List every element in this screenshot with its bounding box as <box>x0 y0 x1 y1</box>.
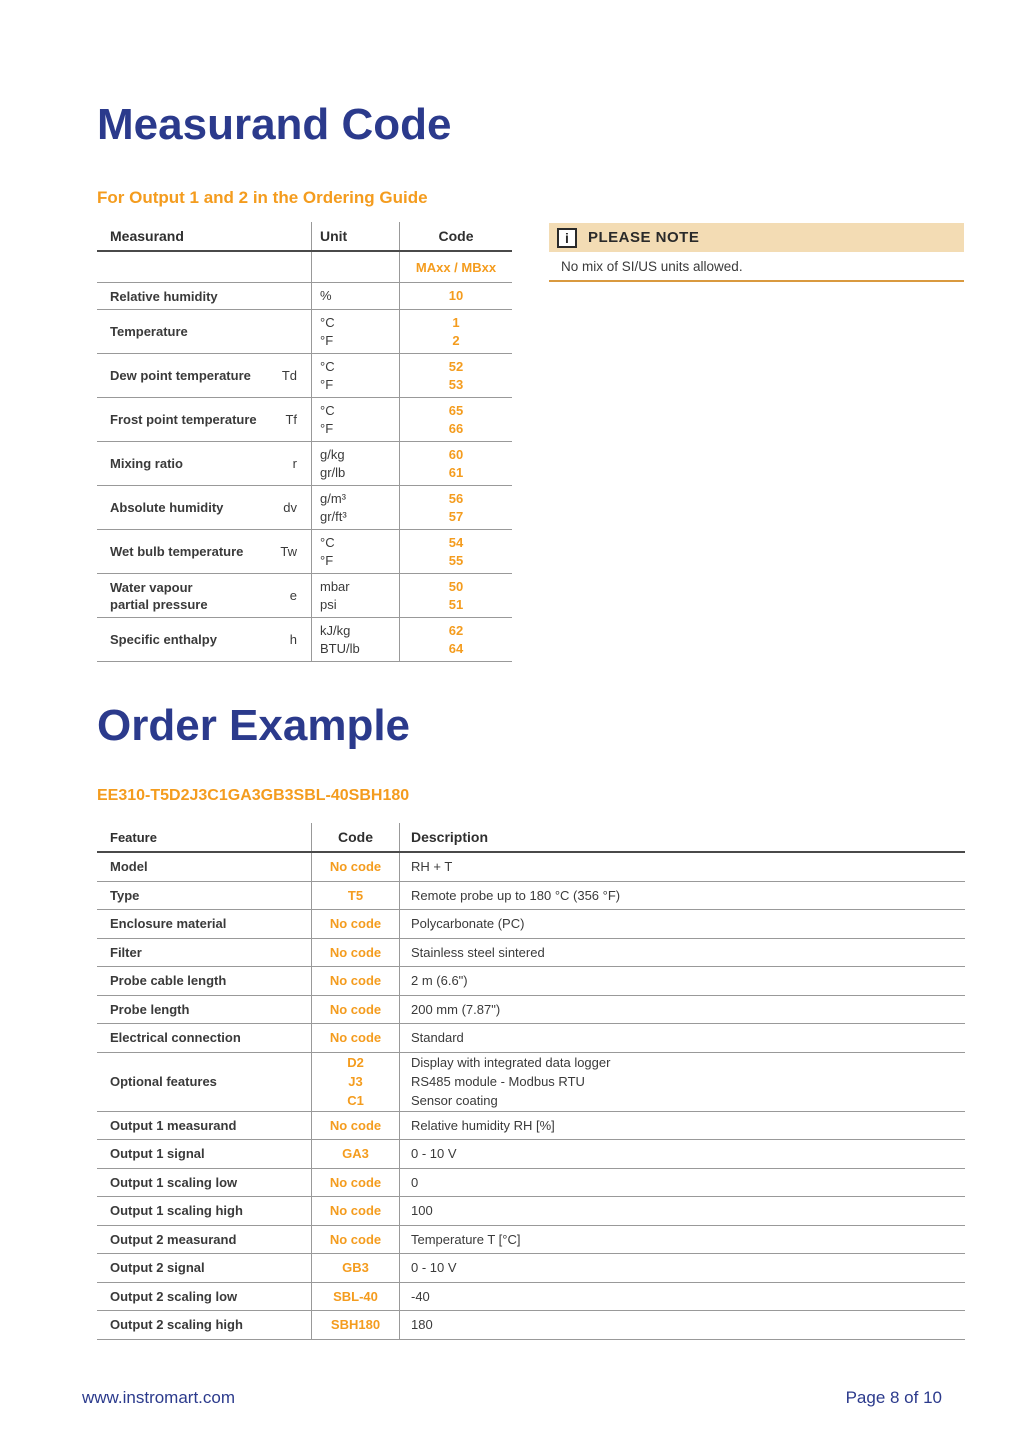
code-value: 60 <box>448 446 464 462</box>
unit-value: °C <box>320 314 335 330</box>
table-row <box>97 1024 965 1053</box>
table-row <box>97 574 512 618</box>
unit-value: g/m³ <box>320 490 346 506</box>
column-header-code: Code <box>312 823 400 851</box>
table-row <box>97 618 512 662</box>
code-value: 1 <box>452 314 460 330</box>
measurand-label: Wet bulb temperature <box>110 544 244 559</box>
unit-value: BTU/lb <box>320 640 360 656</box>
code-value: 51 <box>448 596 464 612</box>
code-value: J3 <box>348 1074 363 1089</box>
code-value: 61 <box>448 464 464 480</box>
unit-value: °F <box>320 552 334 568</box>
measurand-label: Dew point temperature <box>110 368 251 383</box>
feature-label: Model <box>110 859 148 875</box>
table-row <box>97 283 512 310</box>
page-title-measurand-code: Measurand Code <box>97 100 452 149</box>
code-value: SBH180 <box>330 1317 381 1333</box>
empty-cell <box>97 252 312 282</box>
feature-label: Output 1 scaling low <box>110 1174 238 1190</box>
unit-value: °F <box>320 332 334 348</box>
feature-label: Output 2 scaling high <box>110 1317 243 1333</box>
code-value: No code <box>329 1203 382 1219</box>
unit-value: gr/lb <box>320 464 346 480</box>
feature-label: Output 2 measurand <box>110 1231 237 1247</box>
description-text: Standard <box>411 1030 464 1046</box>
footer-page-number: Page 8 of 10 <box>845 1388 942 1407</box>
column-header-code: Code <box>438 228 474 244</box>
table-row <box>97 910 965 939</box>
measurand-symbol: h <box>289 632 297 647</box>
measurand-subtitle: For Output 1 and 2 in the Ordering Guide <box>97 188 428 207</box>
please-note-box <box>549 223 964 282</box>
code-value: No code <box>329 1030 382 1046</box>
table-row <box>97 1197 965 1226</box>
code-value: 10 <box>448 288 464 303</box>
note-title: PLEASE NOTE <box>588 229 700 246</box>
footer-website-link[interactable]: www.instromart.com <box>82 1388 236 1407</box>
code-subheader-row <box>97 252 512 283</box>
info-icon: i <box>557 228 577 248</box>
unit-value: °C <box>320 534 335 550</box>
code-value: No code <box>329 1001 382 1017</box>
feature-label: Output 2 signal <box>110 1260 205 1276</box>
column-header-unit: Unit <box>312 222 400 250</box>
description-text: 200 mm (7.87") <box>411 1001 501 1017</box>
unit-value: psi <box>320 596 337 612</box>
measurand-label: Temperature <box>110 324 188 339</box>
code-value: 62 <box>448 622 464 638</box>
unit-value: °F <box>320 420 334 436</box>
code-value: No code <box>329 1174 382 1190</box>
table-row <box>97 442 512 486</box>
table-row <box>97 1112 965 1141</box>
code-value: No code <box>329 973 382 989</box>
table-row <box>97 882 965 911</box>
table-row <box>97 1283 965 1312</box>
description-text: RS485 module - Modbus RTU <box>411 1074 585 1089</box>
feature-label: Optional features <box>110 1074 217 1089</box>
unit-value: °C <box>320 358 335 374</box>
note-header-band <box>549 223 964 252</box>
table-row <box>97 967 965 996</box>
table-header-row <box>97 222 512 252</box>
description-text: 0 <box>411 1174 419 1190</box>
order-code: EE310-T5D2J3C1GA3GB3SBL-40SBH180 <box>97 787 410 804</box>
code-value: 64 <box>448 640 464 656</box>
table-row <box>97 996 965 1025</box>
description-text: Sensor coating <box>411 1093 498 1108</box>
code-value: No code <box>329 916 382 932</box>
code-value: No code <box>329 1231 382 1247</box>
measurand-label: Frost point temperature <box>110 412 257 427</box>
feature-label: Output 1 signal <box>110 1146 205 1162</box>
column-header-description: Description <box>411 828 489 845</box>
code-value: SBL-40 <box>333 1288 378 1304</box>
feature-label: Output 1 scaling high <box>110 1203 243 1219</box>
description-text: Stainless steel sintered <box>411 944 545 960</box>
description-text: 100 <box>411 1203 433 1219</box>
unit-value: mbar <box>320 578 350 594</box>
description-text: 0 - 10 V <box>411 1146 457 1162</box>
code-value: No code <box>329 1117 382 1133</box>
feature-label: Filter <box>110 944 142 960</box>
table-row <box>97 1226 965 1255</box>
code-value: 65 <box>448 402 464 418</box>
code-value: No code <box>329 944 382 960</box>
code-value: 56 <box>448 490 464 506</box>
code-value: C1 <box>347 1093 364 1108</box>
feature-label: Probe length <box>110 1001 190 1017</box>
table-row <box>97 486 512 530</box>
unit-value: °F <box>320 376 334 392</box>
code-value: GB3 <box>342 1260 369 1276</box>
column-header-measurand: Measurand <box>97 222 312 250</box>
code-value: GA3 <box>342 1146 369 1162</box>
code-value: 50 <box>448 578 464 594</box>
code-value: 53 <box>448 376 464 392</box>
measurand-label-line2: partial pressure <box>110 596 208 612</box>
description-text: 180 <box>411 1317 433 1333</box>
code-value: D2 <box>347 1055 364 1070</box>
code-value: 52 <box>448 358 464 374</box>
unit-value: % <box>320 288 332 303</box>
measurand-symbol: Tf <box>285 412 297 427</box>
feature-label: Probe cable length <box>110 973 227 989</box>
feature-label: Output 1 measurand <box>110 1117 237 1133</box>
measurand-label: Relative humidity <box>110 288 218 304</box>
unit-value: gr/ft³ <box>320 508 347 524</box>
measurand-symbol: Tw <box>280 544 297 559</box>
column-header-feature: Feature <box>97 823 312 851</box>
feature-label: Type <box>110 887 140 903</box>
table-row <box>97 1140 965 1169</box>
measurand-symbol: r <box>292 456 297 471</box>
measurand-label: Specific enthalpy <box>110 632 217 647</box>
unit-value: kJ/kg <box>320 622 351 638</box>
unit-value: °C <box>320 402 335 418</box>
description-text: -40 <box>411 1288 430 1304</box>
table-row <box>97 310 512 354</box>
feature-label: Output 2 scaling low <box>110 1288 238 1304</box>
code-value: No code <box>329 859 382 875</box>
unit-value: g/kg <box>320 446 345 462</box>
description-text: Relative humidity RH [%] <box>411 1117 555 1133</box>
table-row <box>97 853 965 882</box>
code-value: T5 <box>347 887 364 903</box>
table-header-row <box>97 823 965 853</box>
table-row <box>97 1169 965 1198</box>
empty-cell <box>312 252 400 282</box>
table-row <box>97 1254 965 1283</box>
code-value: 54 <box>448 534 464 550</box>
code-value: 2 <box>452 332 460 348</box>
table-row <box>97 939 965 968</box>
description-text: Remote probe up to 180 °C (356 °F) <box>411 887 621 903</box>
feature-label: Electrical connection <box>110 1030 241 1046</box>
code-value: 55 <box>448 552 464 568</box>
measurand-symbol: Td <box>281 368 297 383</box>
table-row <box>97 1311 965 1340</box>
table-row <box>97 354 512 398</box>
measurand-label: Absolute humidity <box>110 500 224 515</box>
description-text: 2 m (6.6") <box>411 973 468 989</box>
measurand-symbol: dv <box>283 500 297 515</box>
measurand-code-table <box>97 222 512 662</box>
description-text: Polycarbonate (PC) <box>411 916 525 932</box>
description-text: 0 - 10 V <box>411 1260 457 1276</box>
code-value: 66 <box>448 420 464 436</box>
measurand-label: Mixing ratio <box>110 456 183 471</box>
table-row-optional-features <box>97 1053 965 1112</box>
note-text: No mix of SI/US units allowed. <box>561 259 743 274</box>
table-row <box>97 530 512 574</box>
feature-label: Enclosure material <box>110 916 227 932</box>
measurand-label: Water vapour <box>110 579 193 595</box>
order-example-table <box>97 823 965 1340</box>
table-row <box>97 398 512 442</box>
code-value: 57 <box>448 508 464 524</box>
code-subheader: MAxx / MBxx <box>415 259 497 275</box>
description-text: Display with integrated data logger <box>411 1055 611 1070</box>
description-text: Temperature T [°C] <box>411 1231 521 1247</box>
page-title-order-example: Order Example <box>97 701 411 750</box>
description-text: RH + T <box>411 859 453 875</box>
measurand-symbol: e <box>289 588 297 603</box>
